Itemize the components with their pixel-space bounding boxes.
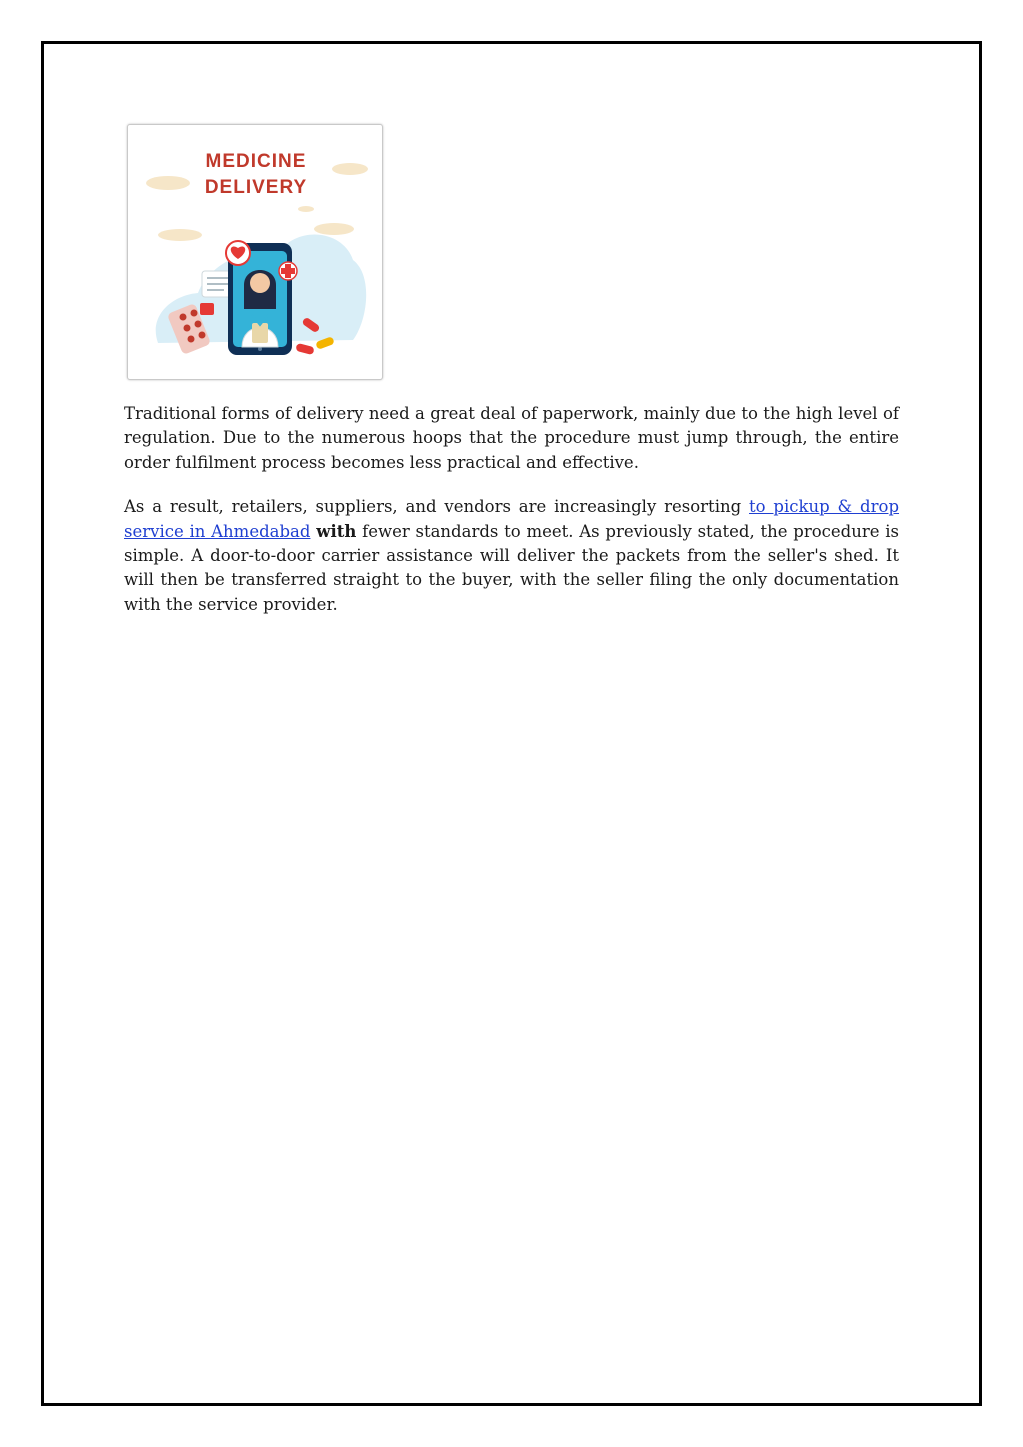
image-title-line2: DELIVERY	[204, 177, 308, 198]
paragraph-1: Traditional forms of delivery need a great deal of paperwork, mainly due to the high level of regulation. Due to the numerous hoops that the procedure must jump through, the entire order fulfilment process becomes less practical and effective.	[124, 404, 899, 472]
paragraph-2	[124, 495, 899, 617]
heart-icon	[226, 241, 250, 265]
bold-with-text: with	[316, 521, 357, 541]
cloud-icon	[146, 163, 368, 241]
paragraph-2-intro: As a result, retailers, suppliers, and vendors are increasingly resorting	[124, 497, 750, 517]
article-body	[124, 402, 899, 637]
paragraph-2-rest: fewer standards to meet. As previously stated, the procedure is simple. A door-to-door carrier assistance will deliver the packets from the seller's shed. It will then be transferred straight to the buyer, with the seller filing the only documentation with the service provider.	[124, 521, 899, 614]
pickup-drop-service-link[interactable]: to pickup & drop service in Ahmedabad	[124, 497, 900, 541]
medicine-delivery-image	[127, 124, 383, 380]
doctor-icon	[242, 270, 278, 347]
plus-icon	[279, 262, 297, 280]
medicine-delivery-illustration	[128, 125, 382, 379]
image-title-line1: MEDICINE	[205, 151, 307, 172]
